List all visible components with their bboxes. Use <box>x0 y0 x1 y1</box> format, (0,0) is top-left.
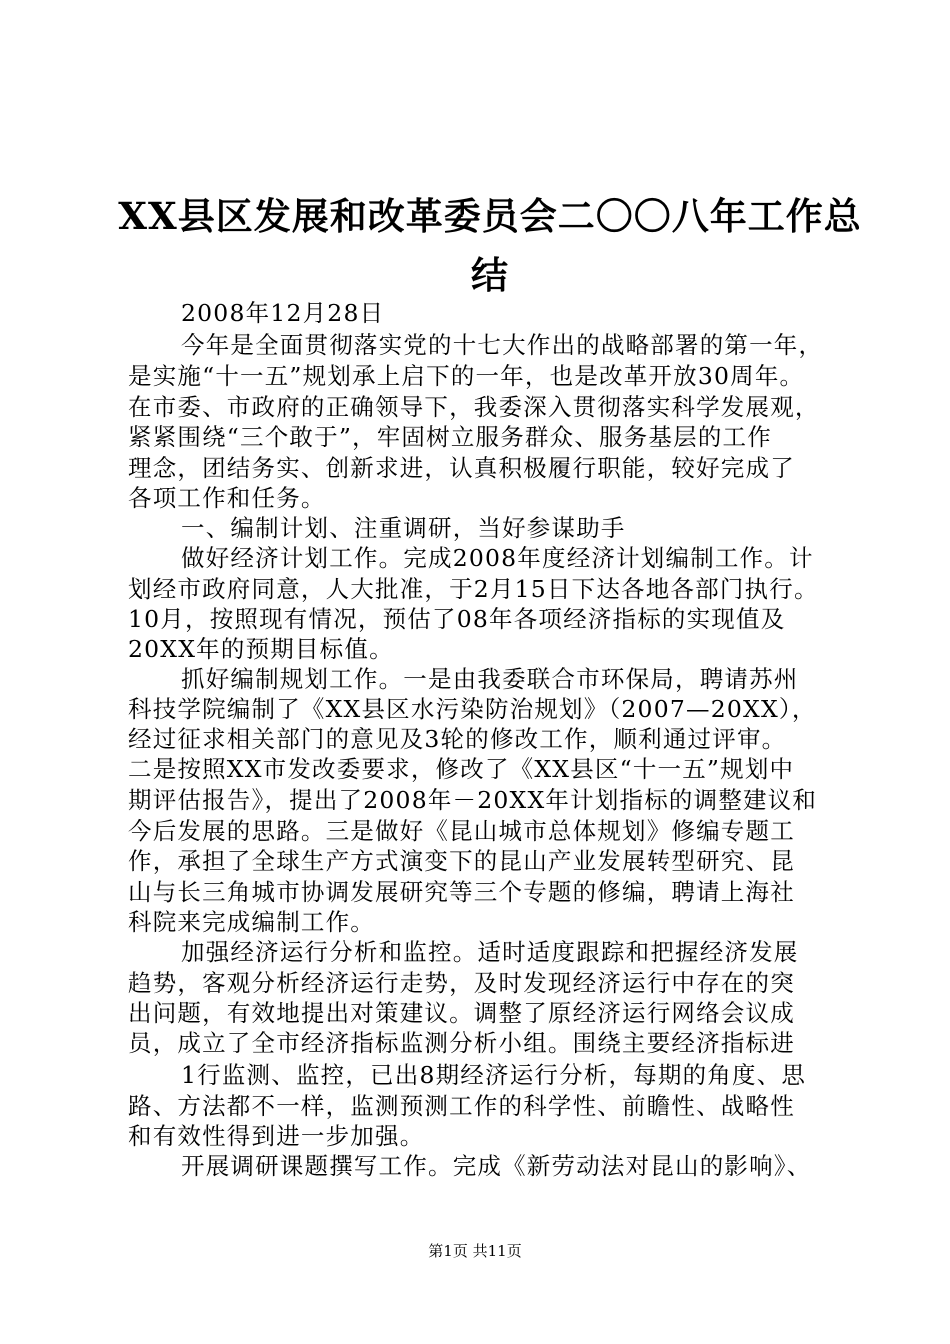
paragraph-line: 理念，团结务实、创新求进，认真积极履行职能，较好完成了 <box>128 454 795 482</box>
paragraph-line: 经过征求相关部门的意见及3轮的修改工作，顺利通过评审。 <box>128 725 787 753</box>
paragraph-line: 20XX年的预期目标值。 <box>128 635 394 663</box>
paragraph-line: 1行监测、监控，已出8期经济运行分析，每期的角度、思 <box>181 1061 807 1089</box>
page-footer: 第1页 共11页 <box>428 1242 522 1260</box>
paragraph-line: 出问题，有效地提出对策建议。调整了原经济运行网络会议成 <box>128 999 795 1027</box>
paragraph-line: 员，成立了全市经济指标监测分析小组。围绕主要经济指标进 <box>128 1029 795 1057</box>
paragraph-line: 二是按照XX市发改委要求，修改了《XX县区“十一五”规划中 <box>128 755 795 783</box>
paragraph-line: 开展调研课题撰写工作。完成《新劳动法对昆山的影响》、 <box>181 1152 812 1180</box>
paragraph-line: 今年是全面贯彻落实党的十七大作出的战略部署的第一年， <box>181 331 824 359</box>
paragraph-line: 作，承担了全球生产方式演变下的昆山产业发展转型研究、昆 <box>128 847 795 875</box>
paragraph-line: 路、方法都不一样，监测预测工作的科学性、前瞻性、战略性 <box>128 1092 795 1120</box>
paragraph-line: 是实施“十一五”规划承上启下的一年，也是改革开放30周年。 <box>128 362 805 390</box>
paragraph-line: 趋势，客观分析经济运行走势，及时发现经济运行中存在的突 <box>128 969 795 997</box>
paragraph-line: 和有效性得到进一步加强。 <box>128 1122 425 1150</box>
paragraph-line: 做好经济计划工作。完成2008年度经济计划编制工作。计 <box>181 544 814 572</box>
paragraph-line: 各项工作和任务。 <box>128 484 326 512</box>
paragraph-line: 科技学院编制了《XX县区水污染防治规划》（2007—20XX）， <box>128 695 817 723</box>
section-heading: 一、编制计划、注重调研，当好参谋助手 <box>181 514 626 542</box>
paragraph-line: 划经市政府同意，人大批准，于2月15日下达各地各部门执行。 <box>128 575 819 603</box>
paragraph-line: 抓好编制规划工作。一是由我委联合市环保局，聘请苏州 <box>181 665 799 693</box>
paragraph-line: 山与长三角城市协调发展研究等三个专题的修编，聘请上海社 <box>128 878 795 906</box>
paragraph-line: 加强经济运行分析和监控。适时适度跟踪和把握经济发展 <box>181 938 799 966</box>
document-title-line-1: XX县区发展和改革委员会二〇〇八年工作总 <box>118 194 862 238</box>
paragraph-line: 期评估报告》，提出了2008年－20XX年计划指标的调整建议和 <box>128 786 818 814</box>
paragraph-line: 在市委、市政府的正确领导下，我委深入贯彻落实科学发展观， <box>128 393 820 421</box>
paragraph-line: 今后发展的思路。三是做好《昆山城市总体规划》修编专题工 <box>128 817 795 845</box>
document-title-line-2: 结 <box>471 253 509 297</box>
date-line: 2008年12月28日 <box>181 299 385 327</box>
paragraph-line: 紧紧围绕“三个敢于”，牢固树立服务群众、服务基层的工作 <box>128 423 772 451</box>
paragraph-line: 科院来完成编制工作。 <box>128 908 375 936</box>
paragraph-line: 10月，按照现有情况，预估了08年各项经济指标的实现值及 <box>128 605 786 633</box>
